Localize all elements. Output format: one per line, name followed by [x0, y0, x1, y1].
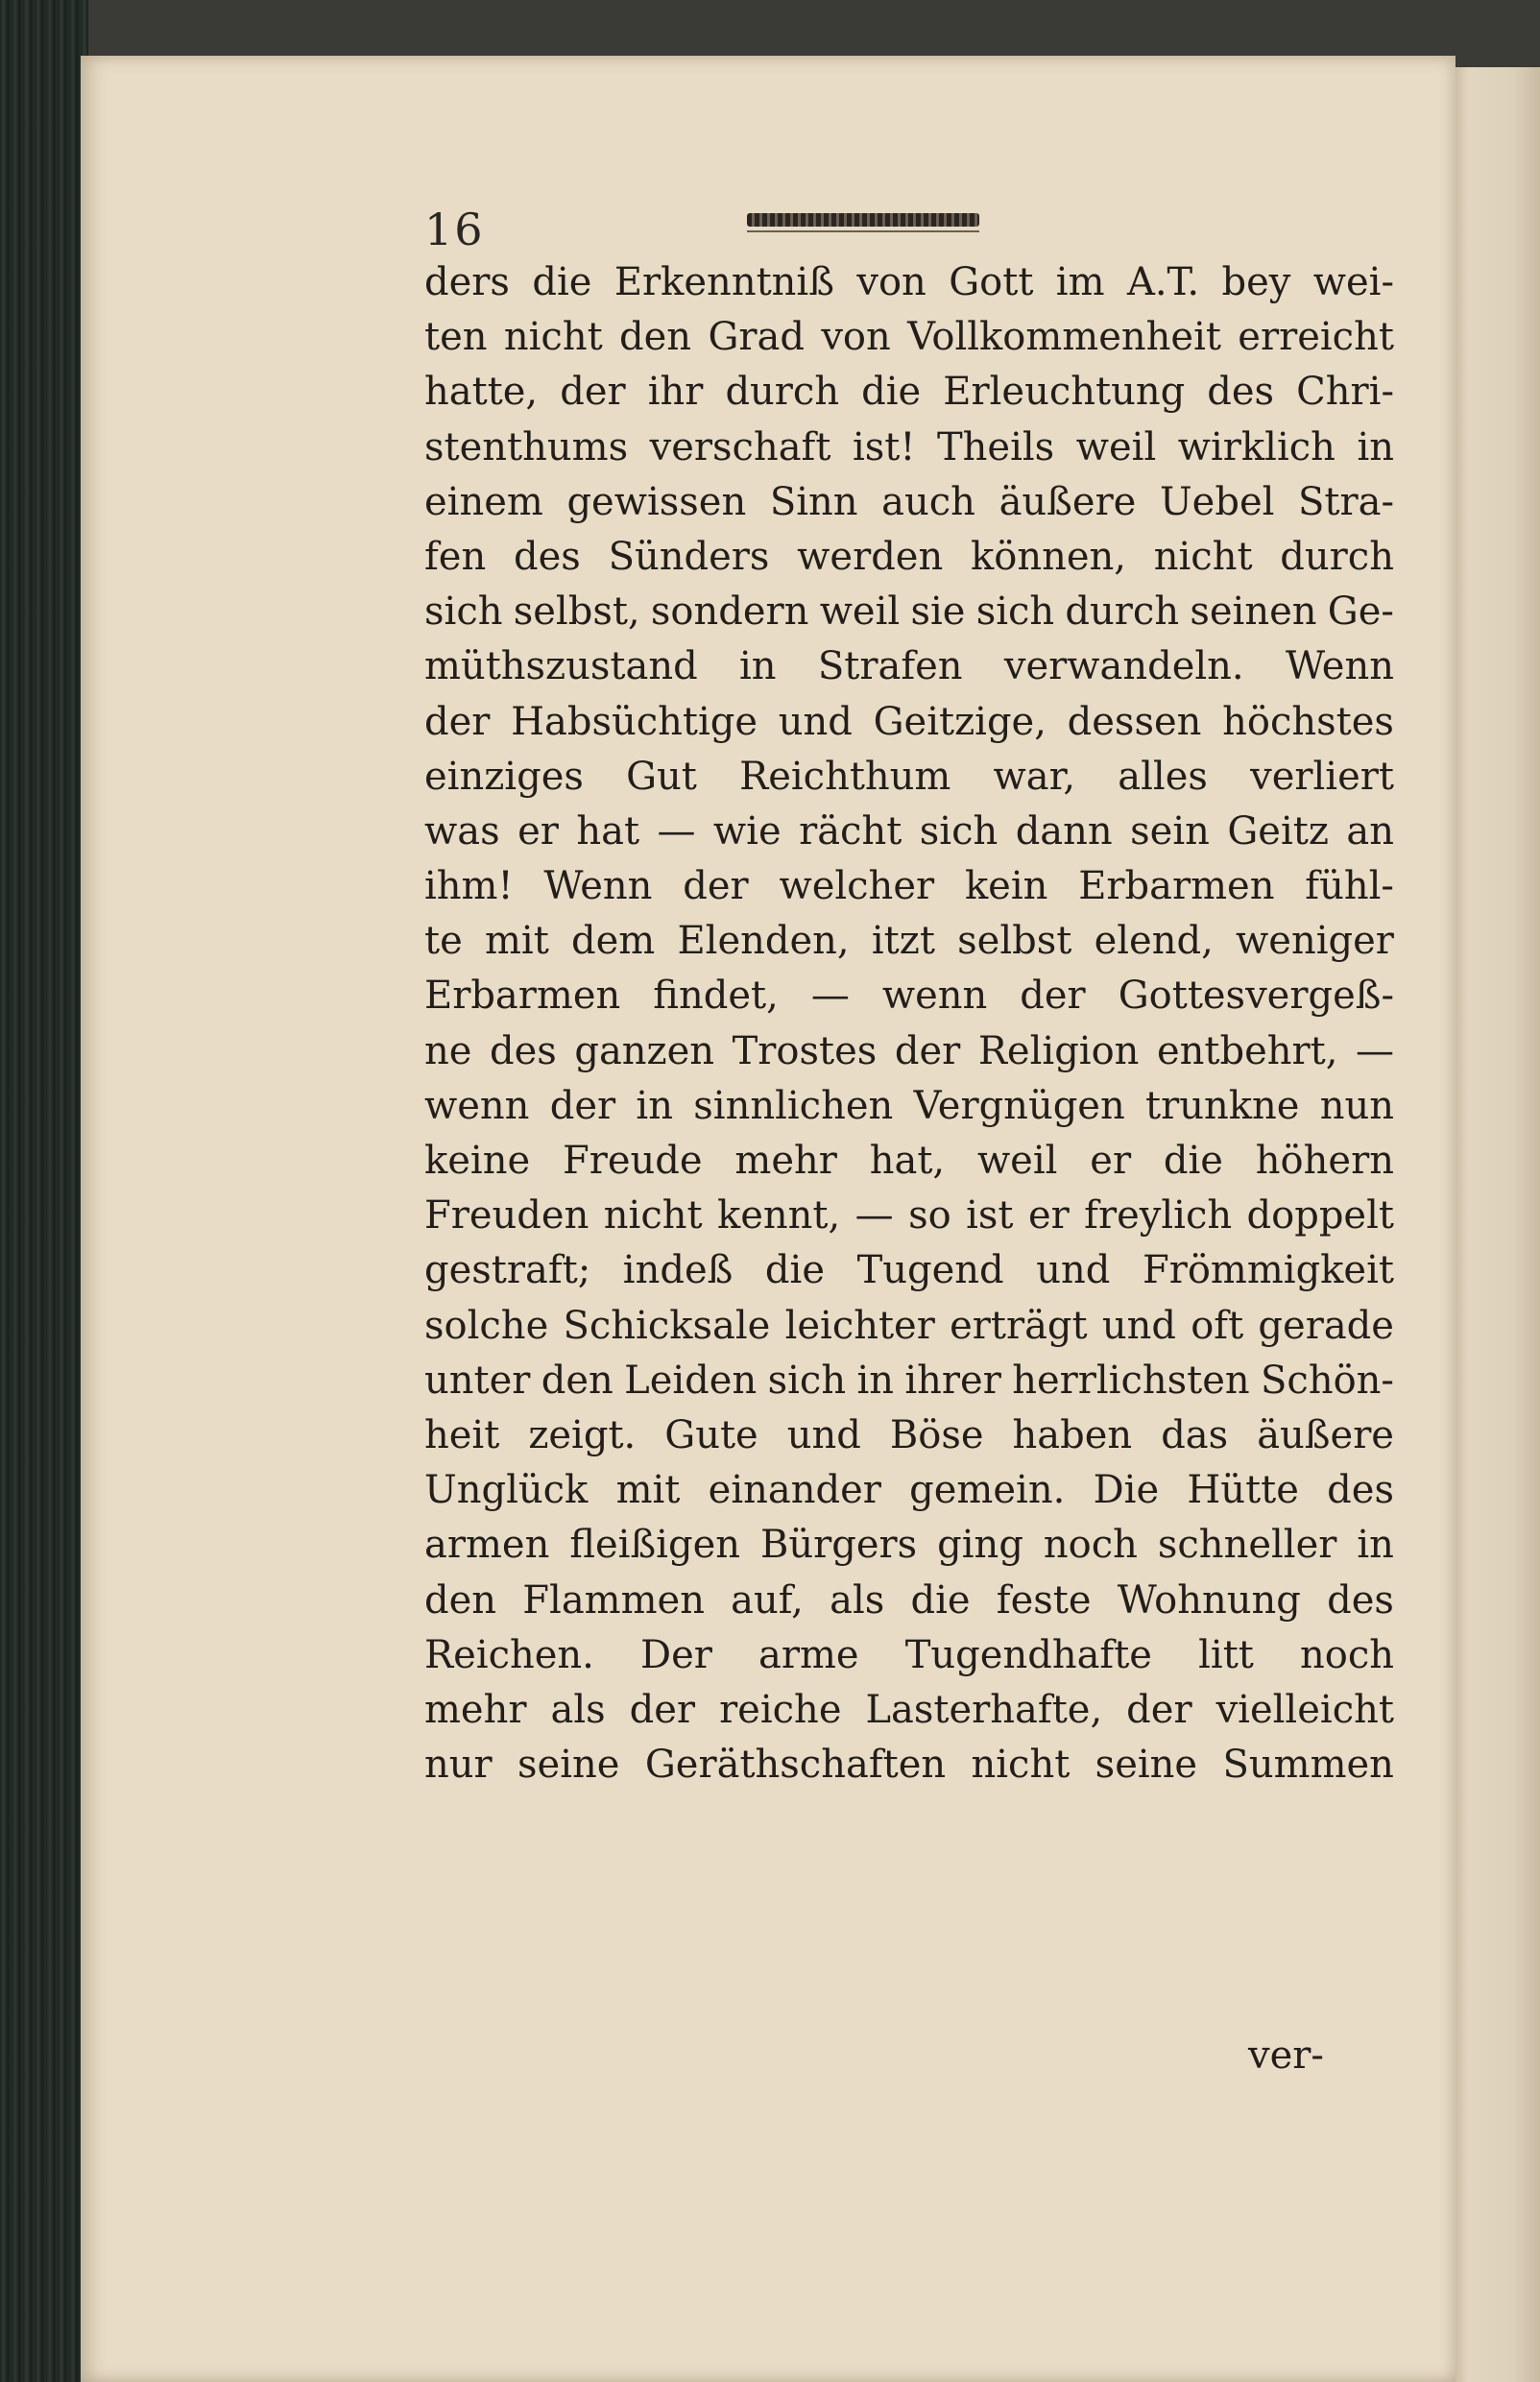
word: mehr: [734, 1139, 837, 1183]
word: hat: [576, 808, 640, 854]
text-line: [424, 1408, 1394, 1463]
word: verliert: [1250, 754, 1394, 799]
word: Vergnügen: [913, 1083, 1125, 1128]
word: noch: [1299, 1632, 1394, 1677]
word: sie: [910, 589, 966, 635]
word: höchstes: [1222, 699, 1394, 744]
word: seine: [1095, 1743, 1198, 1788]
word: mehr: [424, 1687, 527, 1732]
word: Wenn: [543, 864, 653, 909]
word: als: [550, 1687, 606, 1732]
word: durch: [725, 370, 840, 415]
word: weil: [1075, 424, 1157, 469]
word: Habsüchtige: [511, 699, 758, 744]
word: der: [1126, 1687, 1192, 1732]
word: nicht: [971, 1743, 1071, 1788]
word: und: [1036, 1248, 1111, 1293]
word: Erleuchtung: [943, 370, 1186, 415]
word: litt: [1198, 1632, 1254, 1677]
word: nicht: [603, 1193, 703, 1239]
word: nicht: [1153, 534, 1253, 579]
word: selbst: [957, 919, 1072, 964]
word: kein: [964, 864, 1048, 909]
word: ging: [937, 1523, 1023, 1568]
word: Summen: [1222, 1743, 1394, 1788]
word: ist: [966, 1193, 1014, 1239]
header-ornament: [747, 213, 979, 227]
text-line: [424, 914, 1394, 969]
word: —: [854, 1193, 894, 1239]
text-line: [424, 1299, 1394, 1354]
word: so: [908, 1193, 951, 1239]
word: können,: [971, 534, 1126, 579]
word: erreicht: [1238, 315, 1394, 360]
word: was: [424, 808, 500, 854]
text-line: [424, 695, 1394, 750]
word: ihm!: [424, 864, 514, 909]
word: in: [636, 1083, 673, 1128]
word: hatte,: [424, 370, 539, 415]
word: von: [821, 315, 891, 360]
word: A.T.: [1126, 260, 1200, 304]
word: alles: [1118, 754, 1208, 799]
text-line: [424, 475, 1394, 530]
word: Gut: [626, 754, 697, 799]
word: Erbarmen: [1078, 864, 1275, 909]
word: wei-: [1312, 260, 1394, 304]
word: ders: [424, 260, 510, 304]
word: und: [1101, 1303, 1176, 1348]
word: Vollkommenheit: [907, 315, 1221, 360]
word: in: [1357, 424, 1394, 469]
text-line: [424, 1189, 1394, 1243]
word: ten: [424, 315, 488, 360]
word: heit: [424, 1412, 500, 1457]
text-line: [424, 365, 1394, 420]
word: freylich: [1084, 1193, 1233, 1239]
word: mit: [484, 919, 549, 964]
word: fühl-: [1305, 864, 1394, 909]
text-line: [424, 530, 1394, 585]
word: den: [541, 1358, 614, 1403]
word: einander: [708, 1468, 881, 1513]
word: des: [489, 1028, 557, 1073]
word: wie: [712, 808, 782, 854]
word: weil: [819, 589, 901, 635]
word: das: [1161, 1412, 1229, 1457]
word: mit: [615, 1468, 681, 1513]
word: sein: [1130, 808, 1210, 854]
word: auf,: [731, 1577, 804, 1623]
word: äußere: [999, 479, 1137, 524]
word: der: [894, 1028, 961, 1073]
text-line: [424, 1243, 1394, 1298]
word: Schicksale: [563, 1303, 771, 1348]
word: verwandeln.: [1003, 644, 1244, 689]
text-line: [424, 1518, 1394, 1573]
text-line: [424, 639, 1394, 694]
word: er: [1090, 1139, 1132, 1183]
word: gerade: [1258, 1303, 1394, 1348]
word: die: [861, 370, 922, 415]
word: in: [856, 1358, 894, 1403]
word: Schön-: [1261, 1358, 1394, 1403]
word: te: [424, 919, 463, 964]
word: schneller: [1157, 1523, 1337, 1568]
word: er: [1027, 1193, 1070, 1239]
word: ihr: [647, 370, 704, 415]
word: Böse: [889, 1412, 984, 1457]
word: —: [657, 808, 696, 854]
word: der: [549, 1083, 616, 1128]
word: elend,: [1094, 919, 1214, 964]
word: gewissen: [566, 479, 747, 524]
word: arme: [758, 1632, 859, 1677]
text-line: [424, 805, 1394, 859]
word: die: [910, 1577, 971, 1623]
word: der: [629, 1687, 696, 1732]
word: Tugendhafte: [904, 1632, 1152, 1677]
word: Freude: [562, 1139, 703, 1183]
word: selbst,: [513, 589, 640, 635]
word: Geitzige,: [873, 699, 1047, 744]
word: rächt: [799, 808, 902, 854]
text-line: [424, 1738, 1394, 1793]
word: Grad: [708, 315, 805, 360]
word: und: [778, 699, 853, 744]
word: itzt: [871, 919, 935, 964]
word: verschaft: [649, 424, 831, 469]
word: Erkenntniß: [614, 260, 834, 304]
text-line: [424, 1683, 1394, 1738]
word: gestraft;: [424, 1248, 591, 1293]
word: einziges: [424, 754, 584, 799]
word: von: [856, 260, 926, 304]
word: armen: [424, 1523, 550, 1568]
text-line: [424, 1024, 1394, 1079]
word: feste: [996, 1577, 1092, 1623]
next-page-edge: [1456, 67, 1540, 2382]
text-line: [424, 1134, 1394, 1189]
word: äußere: [1257, 1412, 1394, 1457]
word: Frömmigkeit: [1142, 1248, 1394, 1293]
word: unter: [424, 1358, 531, 1403]
word: zeigt.: [528, 1412, 637, 1457]
word: ist!: [852, 424, 916, 469]
word: bey: [1221, 260, 1291, 304]
word: sondern: [650, 589, 809, 635]
word: findet,: [653, 974, 779, 1019]
word: Chri-: [1296, 370, 1394, 415]
word: Gottesvergeß-: [1118, 974, 1394, 1019]
word: fleißigen: [569, 1523, 741, 1568]
word: Gott: [949, 260, 1034, 304]
book-spine: [0, 0, 88, 2382]
word: der: [1020, 974, 1086, 1019]
word: ne: [424, 1028, 472, 1073]
word: nun: [1319, 1083, 1394, 1128]
text-line: [424, 1628, 1394, 1683]
word: durch: [1280, 534, 1394, 579]
word: gemein.: [909, 1468, 1066, 1513]
text-line: [424, 255, 1394, 310]
word: und: [786, 1412, 861, 1457]
word: Erbarmen: [424, 974, 621, 1019]
word: solche: [424, 1303, 549, 1348]
word: wenn: [424, 1083, 530, 1128]
word: leichter: [784, 1303, 935, 1348]
word: im: [1055, 260, 1105, 304]
word: des: [514, 534, 581, 579]
word: herrlichsten: [1012, 1358, 1250, 1403]
word: Wenn: [1285, 644, 1394, 689]
word: noch: [1043, 1523, 1138, 1568]
word: die: [532, 260, 592, 304]
word: Reichen.: [424, 1632, 594, 1677]
word: des: [1207, 370, 1275, 415]
word: fen: [424, 534, 487, 579]
word: Theils: [936, 424, 1055, 469]
word: Die: [1093, 1468, 1160, 1513]
word: Reichthum: [739, 754, 951, 799]
word: sinnlichen: [693, 1083, 894, 1128]
word: trunkne: [1145, 1083, 1300, 1128]
word: nur: [424, 1743, 493, 1788]
text-line: [424, 310, 1394, 365]
word: Bürgers: [759, 1523, 918, 1568]
word: Geräthschaften: [644, 1743, 947, 1788]
word: Religion: [977, 1028, 1140, 1073]
word: hat,: [869, 1139, 946, 1183]
word: sich: [424, 589, 503, 635]
word: wenn: [881, 974, 988, 1019]
word: den: [619, 315, 692, 360]
word: keine: [424, 1139, 531, 1183]
text-line: [424, 1463, 1394, 1518]
word: höhern: [1255, 1139, 1394, 1183]
word: doppelt: [1246, 1193, 1394, 1239]
word: einem: [424, 479, 543, 524]
word: sich: [767, 1358, 847, 1403]
word: haben: [1012, 1412, 1133, 1457]
word: den: [424, 1577, 497, 1623]
word: indeß: [622, 1248, 734, 1293]
text-line: [424, 421, 1394, 475]
word: des: [1327, 1468, 1394, 1513]
text-line: [424, 750, 1394, 805]
word: Sinn: [769, 479, 858, 524]
word: Leiden: [624, 1358, 758, 1403]
word: Uebel: [1159, 479, 1275, 524]
word: stenthums: [424, 424, 629, 469]
word: der: [424, 699, 491, 744]
word: Sünders: [608, 534, 770, 579]
word: an: [1346, 808, 1394, 854]
word: der: [560, 370, 626, 415]
word: welcher: [779, 864, 935, 909]
word: müthszustand: [424, 644, 698, 689]
word: ganzen: [574, 1028, 715, 1073]
text-line: [424, 1574, 1394, 1628]
word: entbehrt,: [1156, 1028, 1338, 1073]
word: sich: [975, 589, 1055, 635]
word: Wohnung: [1117, 1577, 1301, 1623]
word: Strafen: [817, 644, 963, 689]
word: Tugend: [856, 1248, 1004, 1293]
word: ihrer: [904, 1358, 1001, 1403]
header-rule: [747, 230, 979, 232]
word: die: [764, 1248, 825, 1293]
word: die: [1163, 1139, 1223, 1183]
catchword: ver-: [1248, 2033, 1324, 2078]
word: seinen: [1190, 589, 1317, 635]
word: —: [1356, 1028, 1394, 1073]
word: in: [1357, 1523, 1394, 1568]
word: weil: [976, 1139, 1058, 1183]
word: nicht: [503, 315, 603, 360]
word: Gute: [664, 1412, 758, 1457]
word: Ge-: [1327, 589, 1394, 635]
word: durch: [1065, 589, 1180, 635]
word: er: [517, 808, 559, 854]
word: oft: [1191, 1303, 1244, 1348]
word: kennt,: [717, 1193, 841, 1239]
word: dessen: [1067, 699, 1202, 744]
word: Lasterhafte,: [865, 1687, 1103, 1732]
word: war,: [993, 754, 1076, 799]
word: —: [810, 974, 850, 1019]
text-line: [424, 585, 1394, 639]
word: erträgt: [950, 1303, 1088, 1348]
text-line: [424, 1354, 1394, 1408]
word: Stra-: [1298, 479, 1394, 524]
word: dann: [1015, 808, 1113, 854]
word: wirklich: [1177, 424, 1335, 469]
word: Hütte: [1187, 1468, 1299, 1513]
word: Trostes: [732, 1028, 878, 1073]
body-text: [424, 255, 1394, 1793]
word: des: [1327, 1577, 1394, 1623]
word: Freuden: [424, 1193, 590, 1239]
word: reiche: [719, 1687, 842, 1732]
word: der: [683, 864, 749, 909]
word: Flammen: [522, 1577, 705, 1623]
text-line: [424, 859, 1394, 914]
word: Elenden,: [677, 919, 850, 964]
word: als: [830, 1577, 885, 1623]
text-line: [424, 1079, 1394, 1134]
word: seine: [517, 1743, 620, 1788]
text-line: [424, 969, 1394, 1023]
word: auch: [881, 479, 975, 524]
word: Der: [640, 1632, 712, 1677]
word: Geitz: [1227, 808, 1329, 854]
page-number: 16: [424, 204, 485, 255]
word: Unglück: [424, 1468, 589, 1513]
word: weniger: [1236, 919, 1394, 964]
word: in: [739, 644, 777, 689]
word: sich: [919, 808, 999, 854]
word: werden: [797, 534, 944, 579]
word: vielleicht: [1215, 1687, 1394, 1732]
word: dem: [571, 919, 656, 964]
